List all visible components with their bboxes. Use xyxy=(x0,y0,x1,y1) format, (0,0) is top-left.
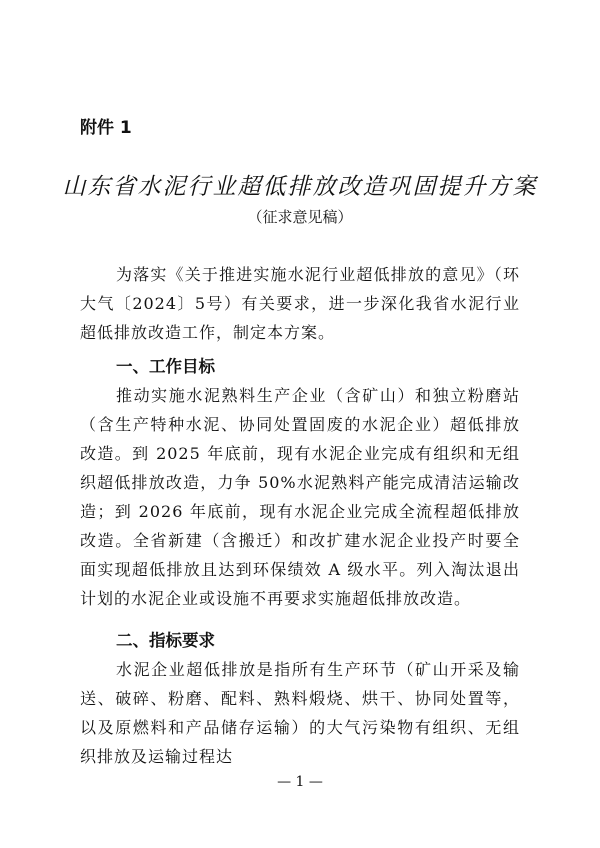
page-number: — 1 — xyxy=(277,774,323,790)
section2-paragraph: 水泥企业超低排放是指所有生产环节（矿山开采及输送、破碎、粉磨、配料、熟料煅烧、烘干、协同处置等，以及原燃料和产品储存运输）的大气污染物有组织、无组织排放及运输过程达 xyxy=(80,660,520,766)
section1-paragraph: 推动实施水泥熟料生产企业（含矿山）和独立粉磨站（含生产特种水泥、协同处置固废的水泥企业）超低排放改造。到 2025 年底前，现有水泥企业完成有组织和无组织超低排放改造，力争 50%水泥熟料产能完成清洁运输改造；到 2026 年底前，现有水泥企业完成全流程超低排放改造。全省新建（含搬迁）和改扩建水泥企业投产时要全面实现超低排放且达到环保绩效 A 级水平。列入淘汰退出计划的水泥企业或设施不再要求实施超低排放改造。 xyxy=(80,386,520,608)
intro-paragraph: 为落实《关于推进实施水泥行业超低排放的意见》（环大气〔2024〕5号）有关要求，进一步深化我省水泥行业超低排放改造工作，制定本方案。 xyxy=(80,265,520,342)
document-subtitle: （征求意见稿） xyxy=(247,208,353,226)
attachment-label: 附件 1 xyxy=(80,118,132,138)
section2-heading: 二、指标要求 xyxy=(116,631,215,650)
section1-heading: 一、工作目标 xyxy=(116,357,215,376)
document-title: 山东省水泥行业超低排放改造巩固提升方案 xyxy=(62,174,538,200)
